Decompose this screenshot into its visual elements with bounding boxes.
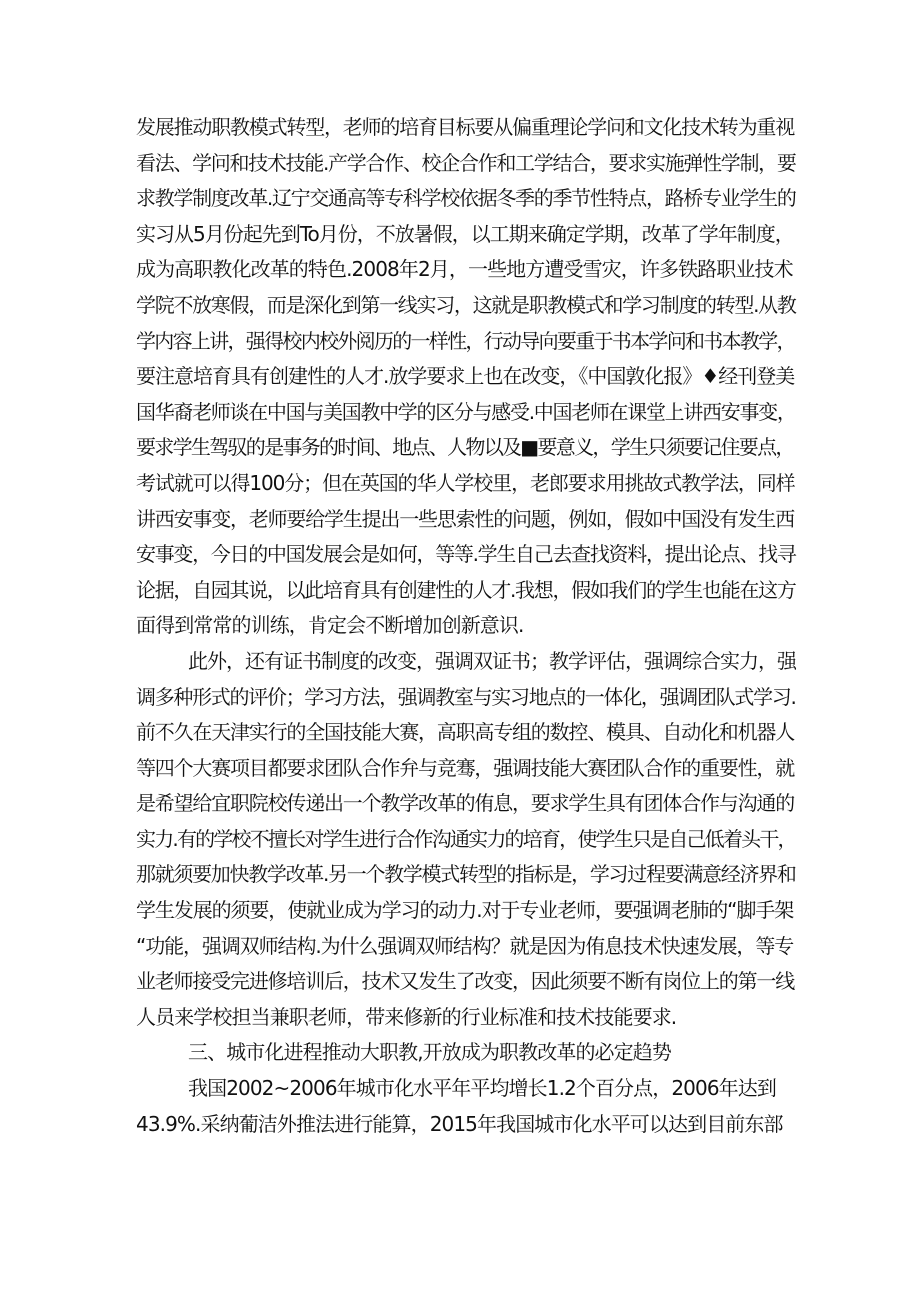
paragraph-start-line: 我国2002~2006年城市化水平年平均增长1.2个百分点，2006年达到 bbox=[188, 1076, 776, 1101]
text-line: 学院不放寒假，而是深化到第一线实习，这就是职教模式和学习制度的转型.从教 bbox=[136, 292, 796, 317]
text-line: “功能，强调双师结构.为什么强调双师结构？就是因为侑息技术快速发展，等专 bbox=[136, 933, 794, 958]
text-line: 考试就可以得100分；但在英国的华人学校里，老郎要求用挑故式教学法，同样 bbox=[136, 470, 795, 495]
paragraph-start-line: 此外，还有证书制度的改变，强调双证书；教学评估，强调综合实力，强 bbox=[188, 648, 796, 673]
text-line: 等四个大赛项目都要求团队合作弁与竞骞，强调技能大赛团队合作的重要性，就 bbox=[136, 755, 794, 780]
text-line: 业老师接受完进修培训后，技术又发生了改变，因此须要不断有岗位上的第一线 bbox=[136, 969, 794, 994]
text-line: 求教学制度改革.辽宁交通高等专科学校依据冬季的季节性特点，路桥专业学生的 bbox=[136, 186, 796, 211]
text-line: 成为高职教化改革的特色.2008年2月，一些地方遭受雪灾，许多铁路职业技术 bbox=[136, 257, 793, 282]
text-line: 学内容上讲，强得校内校外阅历的一样性，行动导向要重于书本学问和书本教学， bbox=[136, 328, 795, 353]
text-line: 看法、学问和技术技能.产学合作、校企合作和工学结合，要求实施弹性学制，要 bbox=[136, 150, 796, 175]
text-line: 讲西安事变，老师要给学生提出一些思索性的问题，例如，假如中国没有发生西 bbox=[136, 506, 794, 531]
text-line: 人员来学校担当兼职老师，带来修新的行业标准和技术技能要求. bbox=[136, 1004, 677, 1029]
text-line: 前不久在天津实行的全国技能大赛，高职高专组的数控、模具、自动化和机器人 bbox=[136, 720, 794, 745]
text-line: 调多种形式的评价；学习方法，强调教室与实习地点的一体化，强调团队式学习. bbox=[136, 684, 796, 709]
text-line: 面得到常常的训练，肯定会不断增加创新意识. bbox=[136, 613, 524, 638]
text-line: 安事变，今日的中国发展会是如何，等等.学生自己去查找资料，提出论点、找寻 bbox=[136, 542, 796, 567]
text-line: 发展推动职教模式转型，老师的培育目标要从偏重理论学问和文化技术转为重视 bbox=[136, 115, 794, 139]
text-line: 要求学生驾驭的是事务的时间、地点、人物以及■要意义，学生只须要记住要点， bbox=[136, 435, 794, 460]
text-line: 是希望给宜职院校传递出一个教学改革的侑息，要求学生具有团体合作与沟通的 bbox=[136, 791, 794, 816]
section-heading: 三、城市化进程推动大职教,开放成为职教改革的必定趋势 bbox=[188, 1040, 671, 1065]
text-line: 要注意培育具有创建性的人才.放学要求上也在改变，《中国敦化报》♦经刊登美 bbox=[136, 364, 795, 389]
body-text bbox=[136, 110, 796, 1142]
text-line: 实力.有的学校不擅长对学生进行合作沟通实力的培育，使学生只是自己低着头干， bbox=[136, 826, 796, 851]
text-line: 论据，自园其说，以此培育具有创建性的人才.我想，假如我们的学生也能在这方 bbox=[136, 577, 796, 602]
text-line: 实习从5月份起先到To月份，不放暑假，以工期来确定学期，改革了学年制度， bbox=[136, 221, 794, 246]
text-line: 那就须要加快教学改革.另一个教学模式转型的指标是，学习过程要满意经济界和 bbox=[136, 862, 796, 887]
text-line: 学生发展的须要，使就业成为学习的动力.对于专业老师，要强调老肺的“脚手架 bbox=[136, 898, 794, 923]
text-line: 43.9%.采纳葡洁外推法进行能算，2015年我国城市化水平可以达到目前东部 bbox=[136, 1111, 783, 1136]
text-line: 国华裔老师谈在中国与美国教中学的区分与感受.中国老师在课堂上讲西安事变， bbox=[136, 399, 796, 424]
